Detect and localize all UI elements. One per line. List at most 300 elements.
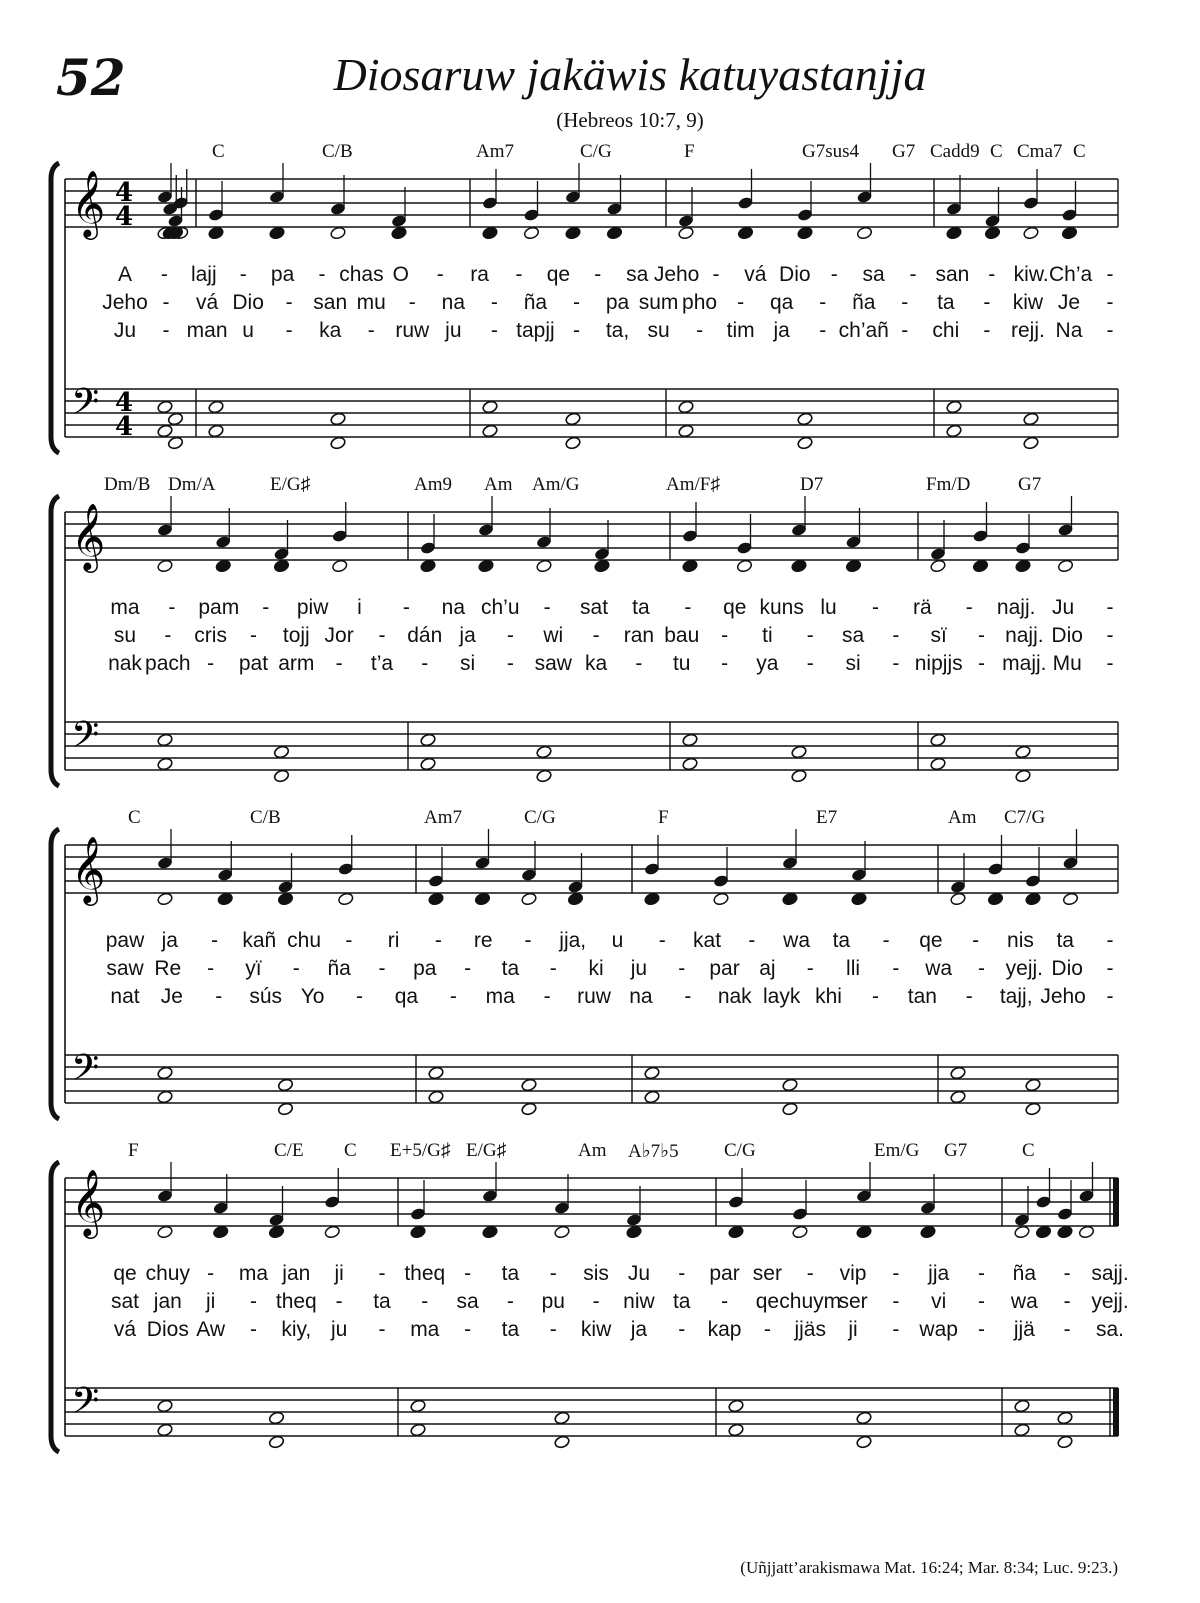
alto-note [482, 1225, 499, 1239]
lyric-syllable: piw [296, 596, 329, 619]
lyric-syllable: lajj [190, 263, 217, 286]
lyric-hyphen: - [1106, 291, 1114, 314]
lyric-syllable: tajj, [999, 985, 1033, 1008]
bass-note [930, 733, 947, 747]
lyric-syllable: tapjj [516, 319, 555, 342]
treble-clef-icon: 𝄞 [71, 169, 106, 237]
lyric-syllable: Je [160, 985, 183, 1008]
lyric-hyphen: - [635, 652, 643, 675]
lyric-hyphen: - [515, 263, 523, 286]
lyric-syllable: Je [1057, 291, 1081, 314]
lyric-hyphen: - [972, 929, 980, 952]
lyric-syllable: dán [407, 624, 443, 647]
lyric-syllable: sï [930, 624, 947, 647]
alto-note [212, 1225, 229, 1239]
lyric-syllable: sajj. [1091, 1262, 1129, 1285]
alto-note [1014, 1225, 1031, 1239]
lyric-hyphen: - [965, 596, 973, 619]
lyric-syllable: nat [110, 985, 140, 1008]
bass-note [277, 1102, 294, 1116]
lyric-syllable: Dio [779, 263, 811, 286]
bass-note [268, 1435, 285, 1449]
chord-symbol: G7 [1018, 474, 1042, 495]
lyric-syllable: ji [848, 1318, 858, 1341]
bass-note [521, 1078, 538, 1092]
lyric-hyphen: - [164, 624, 172, 647]
treble-clef-icon: 𝄞 [71, 1168, 106, 1236]
alto-note [157, 892, 174, 906]
bass-note [157, 1423, 174, 1437]
alto-note [682, 559, 699, 573]
lyric-syllable: kiw [1012, 291, 1044, 314]
lyric-hyphen: - [378, 1318, 386, 1341]
lyric-syllable: ta [501, 957, 520, 980]
system-bracket [51, 829, 59, 1119]
lyric-hyphen: - [901, 319, 909, 342]
lyric-hyphen: - [978, 1290, 986, 1313]
bass-note [644, 1090, 661, 1104]
lyric-syllable: ma [485, 985, 515, 1008]
alto-note [930, 559, 947, 573]
chord-symbol: Cadd9 [930, 141, 980, 162]
lyric-hyphen: - [892, 1290, 900, 1313]
lyric-syllable: nipjjs [914, 652, 963, 675]
lyric-syllable: sis [583, 1262, 609, 1285]
lyric-hyphen: - [592, 1290, 600, 1313]
lyric-syllable: ran [623, 624, 655, 647]
lyric-syllable: ta [501, 1262, 520, 1285]
lyric-syllable: pach [145, 652, 191, 675]
bass-note [273, 769, 290, 783]
alto-note [521, 892, 538, 906]
lyric-syllable: chi [932, 319, 960, 342]
lyric-syllable: ta [632, 596, 650, 619]
scripture-reference: (Hebreos 10:7, 9) [556, 108, 704, 132]
lyric-hyphen: - [1106, 929, 1114, 952]
lyric-hyphen: - [249, 1290, 257, 1313]
bass-note [678, 400, 695, 414]
alto-note [950, 892, 967, 906]
alto-note [217, 892, 234, 906]
lyric-syllable: par [709, 957, 740, 980]
chord-symbol: C/B [322, 141, 353, 162]
bass-note [1015, 745, 1032, 759]
lyric-hyphen: - [737, 291, 745, 314]
lyric-hyphen: - [882, 929, 890, 952]
alto-note [157, 1225, 174, 1239]
lyric-syllable: A [117, 263, 133, 286]
lyric-syllable: Jeho [653, 263, 700, 286]
chord-symbol: Fm/D [926, 474, 971, 495]
alto-note [420, 559, 437, 573]
lyric-syllable: u [611, 929, 624, 952]
lyric-hyphen: - [871, 596, 879, 619]
lyric-syllable: na [629, 985, 653, 1008]
chord-symbol: C7/G [1004, 807, 1046, 828]
lyric-syllable: pu [541, 1290, 565, 1313]
chord-symbol: C/G [524, 807, 556, 828]
lyric-hyphen: - [436, 263, 444, 286]
lyric-hyphen: - [594, 263, 602, 286]
bass-note [1025, 1078, 1042, 1092]
lyric-syllable: ja [630, 1318, 648, 1341]
bass-note [167, 412, 184, 426]
lyric-syllable: t’a [370, 652, 394, 675]
alto-note [920, 1225, 937, 1239]
time-signature-digit: 4 [115, 178, 134, 208]
lyric-syllable: sat [110, 1290, 140, 1313]
lyric-hyphen: - [748, 929, 756, 952]
chord-symbol: C [990, 141, 1003, 162]
lyric-syllable: i [357, 596, 362, 619]
alto-note [713, 892, 730, 906]
bass-note [1025, 1102, 1042, 1116]
lyric-syllable: theq [404, 1262, 446, 1285]
alto-note [331, 559, 348, 573]
lyric-hyphen: - [262, 596, 270, 619]
lyric-hyphen: - [978, 1262, 986, 1285]
lyric-syllable: sa [456, 1290, 479, 1313]
lyric-syllable: O [392, 263, 409, 286]
lyric-syllable: yejj. [1005, 957, 1044, 980]
lyric-hyphen: - [892, 1262, 900, 1285]
lyric-syllable: pam [198, 596, 240, 619]
lyric-syllable: ka [319, 319, 342, 342]
bass-note [565, 412, 582, 426]
lyric-hyphen: - [988, 263, 996, 286]
bass-note [157, 757, 174, 771]
lyric-syllable: chu [287, 929, 322, 952]
lyric-hyphen: - [549, 1318, 557, 1341]
alto-note [984, 226, 1001, 240]
lyric-syllable: qe [755, 1290, 780, 1313]
lyric-syllable: ta [832, 929, 851, 952]
lyric-hyphen: - [464, 1262, 472, 1285]
lyric-hyphen: - [1106, 319, 1114, 342]
lyric-hyphen: - [285, 291, 293, 314]
lyric-syllable: ka [584, 652, 608, 675]
lyric-syllable: Jeho [102, 291, 148, 314]
alto-note [782, 892, 799, 906]
bass-note [521, 1102, 538, 1116]
lyric-hyphen: - [168, 596, 176, 619]
alto-note [337, 892, 354, 906]
alto-note [536, 559, 553, 573]
lyric-hyphen: - [978, 652, 986, 675]
lyric-syllable: rä [913, 596, 932, 619]
lyric-hyphen: - [1063, 1262, 1071, 1285]
alto-note [1061, 226, 1078, 240]
alto-note [1015, 559, 1032, 573]
lyric-hyphen: - [1106, 652, 1114, 675]
lyric-hyphen: - [901, 291, 909, 314]
lyric-syllable: ruw [395, 319, 430, 342]
treble-clef-icon: 𝄞 [71, 502, 106, 570]
lyric-syllable: tu [672, 652, 691, 675]
lyric-hyphen: - [335, 1290, 343, 1313]
lyric-hyphen: - [378, 957, 386, 980]
alto-note [728, 1225, 745, 1239]
alto-note [567, 892, 584, 906]
lyric-hyphen: - [892, 624, 900, 647]
alto-note [482, 226, 499, 240]
bass-note [208, 424, 225, 438]
lyric-hyphen: - [806, 652, 814, 675]
lyric-hyphen: - [892, 652, 900, 675]
chord-symbol: G7sus4 [802, 141, 860, 162]
lyric-hyphen: - [549, 1262, 557, 1285]
chord-symbol: C [1073, 141, 1086, 162]
lyric-syllable: ña [327, 957, 351, 980]
lyric-syllable: sús [249, 985, 283, 1008]
lyric-hyphen: - [678, 1262, 686, 1285]
alto-note [851, 892, 868, 906]
lyric-hyphen: - [978, 957, 986, 980]
lyric-syllable: lli [846, 957, 861, 980]
chord-symbol: G7 [944, 1140, 968, 1161]
lyric-syllable: qe [723, 596, 747, 619]
lyric-hyphen: - [830, 263, 838, 286]
bass-note [950, 1066, 967, 1080]
lyric-hyphen: - [162, 291, 170, 314]
lyric-syllable: ju [445, 319, 462, 342]
alto-note [1025, 892, 1042, 906]
lyric-hyphen: - [464, 957, 472, 980]
lyric-syllable: vá [195, 291, 219, 314]
alto-note [478, 559, 495, 573]
lyric-hyphen: - [1063, 1318, 1071, 1341]
bass-note [856, 1435, 873, 1449]
bass-note [420, 757, 437, 771]
lyric-hyphen: - [983, 291, 991, 314]
bass-note [791, 745, 808, 759]
bass-note [273, 745, 290, 759]
lyric-syllable: vá [744, 263, 767, 286]
lyric-syllable: pho [682, 291, 718, 314]
chord-symbol: F [128, 1140, 139, 1161]
lyric-syllable: Mu [1052, 652, 1082, 675]
chord-symbol: C [128, 807, 141, 828]
lyric-syllable: ji [205, 1290, 216, 1313]
bass-note [157, 1399, 174, 1413]
lyric-hyphen: - [806, 624, 814, 647]
alto-note [269, 226, 286, 240]
lyric-syllable: nis [1007, 929, 1034, 952]
bass-note [482, 424, 499, 438]
lyric-syllable: ji [334, 1262, 344, 1285]
lyric-syllable: arm [278, 652, 315, 675]
bass-note [554, 1435, 571, 1449]
lyric-hyphen: - [978, 1318, 986, 1341]
lyric-hyphen: - [892, 957, 900, 980]
lyric-hyphen: - [378, 624, 386, 647]
lyric-syllable: jjä [1013, 1318, 1035, 1341]
lyric-syllable: yï [245, 957, 262, 980]
lyric-syllable: theq [275, 1290, 317, 1313]
lyric-syllable: ta [1056, 929, 1074, 952]
lyric-syllable: wi [543, 624, 564, 647]
lyric-hyphen: - [721, 624, 729, 647]
alto-note [554, 1225, 571, 1239]
lyric-hyphen: - [819, 291, 827, 314]
lyric-hyphen: - [449, 985, 457, 1008]
alto-note [428, 892, 445, 906]
alto-note [523, 226, 540, 240]
lyric-syllable: qe [113, 1262, 137, 1285]
bass-note [157, 1066, 174, 1080]
bass-note [208, 400, 225, 414]
lyric-syllable: ya [756, 652, 779, 675]
chord-symbol: D7 [800, 474, 824, 495]
alto-note [972, 559, 989, 573]
chord-symbol: Dm/B [104, 474, 151, 495]
chord-symbol: C [1022, 1140, 1035, 1161]
lyric-syllable: Ch’a [1048, 263, 1093, 286]
chord-symbol: C/G [580, 141, 612, 162]
alto-note [946, 226, 963, 240]
lyric-hyphen: - [1106, 263, 1114, 286]
chord-symbol: E+5/G♯ [390, 1140, 451, 1161]
lyric-syllable: qa [394, 985, 419, 1008]
chord-symbol: Am [948, 807, 977, 828]
lyric-syllable: Jeho [1040, 985, 1086, 1008]
lyric-syllable: Dio [232, 291, 264, 314]
chord-symbol: A♭7♭5 [628, 1141, 679, 1162]
lyric-hyphen: - [318, 263, 326, 286]
lyric-syllable: wa [1010, 1290, 1038, 1313]
bass-note [157, 424, 174, 438]
lyric-syllable: ri [387, 929, 400, 952]
lyric-syllable: si [845, 652, 861, 675]
lyric-hyphen: - [335, 652, 343, 675]
lyric-hyphen: - [572, 291, 580, 314]
bass-note [536, 745, 553, 759]
alto-note [626, 1225, 643, 1239]
lyric-hyphen: - [684, 985, 692, 1008]
lyric-hyphen: - [207, 1262, 215, 1285]
alto-note [208, 226, 225, 240]
lyric-syllable: majj. [1002, 652, 1047, 675]
lyric-syllable: lu [820, 596, 837, 619]
lyric-syllable: kat [693, 929, 722, 952]
alto-note [273, 559, 290, 573]
chord-symbol: Am7 [476, 141, 514, 162]
lyric-syllable: ta, [605, 319, 630, 342]
lyric-syllable: paw [105, 929, 145, 952]
lyric-syllable: wap [919, 1318, 958, 1341]
lyric-syllable: saw [534, 652, 572, 675]
lyric-syllable: ra [470, 263, 489, 286]
lyric-hyphen: - [524, 929, 532, 952]
bass-note [782, 1078, 799, 1092]
lyric-hyphen: - [162, 319, 170, 342]
lyric-hyphen: - [543, 985, 551, 1008]
song-number: 52 [56, 48, 126, 107]
lyric-syllable: Ju [1052, 596, 1075, 619]
lyric-hyphen: - [721, 652, 729, 675]
lyric-syllable: kap [707, 1318, 742, 1341]
bass-note [330, 436, 347, 450]
lyric-syllable: ta [501, 1318, 520, 1341]
lyric-syllable: saw [106, 957, 144, 980]
lyric-syllable: qe [546, 263, 571, 286]
chord-symbol: Am/F♯ [666, 474, 720, 495]
chord-symbol: C/B [250, 807, 281, 828]
time-signature-digit: 4 [115, 202, 134, 232]
bass-note [797, 412, 814, 426]
lyric-syllable: cris [194, 624, 227, 647]
bass-clef-icon: 𝄢 [71, 1047, 100, 1098]
bass-note [1014, 1399, 1031, 1413]
lyric-hyphen: - [402, 596, 410, 619]
lyric-syllable: qa [769, 291, 794, 314]
lyric-hyphen: - [249, 1318, 257, 1341]
lyric-hyphen: - [684, 596, 692, 619]
bass-note [410, 1399, 427, 1413]
lyric-hyphen: - [763, 1318, 771, 1341]
lyric-syllable: qe [919, 929, 943, 952]
alto-note [791, 559, 808, 573]
chord-symbol: Dm/A [168, 474, 216, 495]
lyric-syllable: sa [841, 624, 865, 647]
alto-note [157, 559, 174, 573]
lyric-syllable: sum [638, 291, 679, 314]
bass-note [797, 436, 814, 450]
alto-note [845, 559, 862, 573]
bass-note [682, 757, 699, 771]
lyric-syllable: vi [931, 1290, 947, 1313]
lyric-syllable: pat [238, 652, 269, 675]
lyric-syllable: wa [925, 957, 953, 980]
system-bracket [51, 1162, 59, 1452]
lyric-syllable: ta [937, 291, 955, 314]
alto-note [1035, 1225, 1052, 1239]
lyric-syllable: nak [717, 985, 752, 1008]
lyric-syllable: sa [862, 263, 885, 286]
lyric-hyphen: - [207, 652, 215, 675]
bass-clef-icon: 𝄢 [71, 714, 100, 765]
lyric-hyphen: - [215, 985, 223, 1008]
treble-clef-icon: 𝄞 [71, 835, 106, 903]
chord-symbol: E/G♯ [466, 1140, 507, 1161]
chord-symbol: Am [578, 1140, 607, 1161]
bass-note [950, 1090, 967, 1104]
bass-note [930, 757, 947, 771]
alto-note [330, 226, 347, 240]
chord-symbol: C/G [724, 1140, 756, 1161]
bass-note [682, 733, 699, 747]
bass-note [565, 436, 582, 450]
lyric-syllable: ma [410, 1318, 440, 1341]
alto-note [644, 892, 661, 906]
lyric-syllable: sa. [1095, 1318, 1125, 1341]
lyric-hyphen: - [285, 319, 293, 342]
alto-note [987, 892, 1004, 906]
bass-note [782, 1102, 799, 1116]
lyric-syllable: ma [238, 1262, 269, 1285]
lyric-syllable: wa [783, 929, 811, 952]
lyric-hyphen: - [345, 929, 353, 952]
lyric-syllable: najj. [1005, 624, 1044, 647]
lyric-syllable: mu [356, 291, 386, 314]
bass-note [410, 1423, 427, 1437]
bass-note [157, 733, 174, 747]
alto-note [797, 226, 814, 240]
alto-note [737, 226, 754, 240]
bass-note [157, 400, 174, 414]
lyric-hyphen: - [1106, 985, 1114, 1008]
lyric-syllable: su [113, 624, 137, 647]
